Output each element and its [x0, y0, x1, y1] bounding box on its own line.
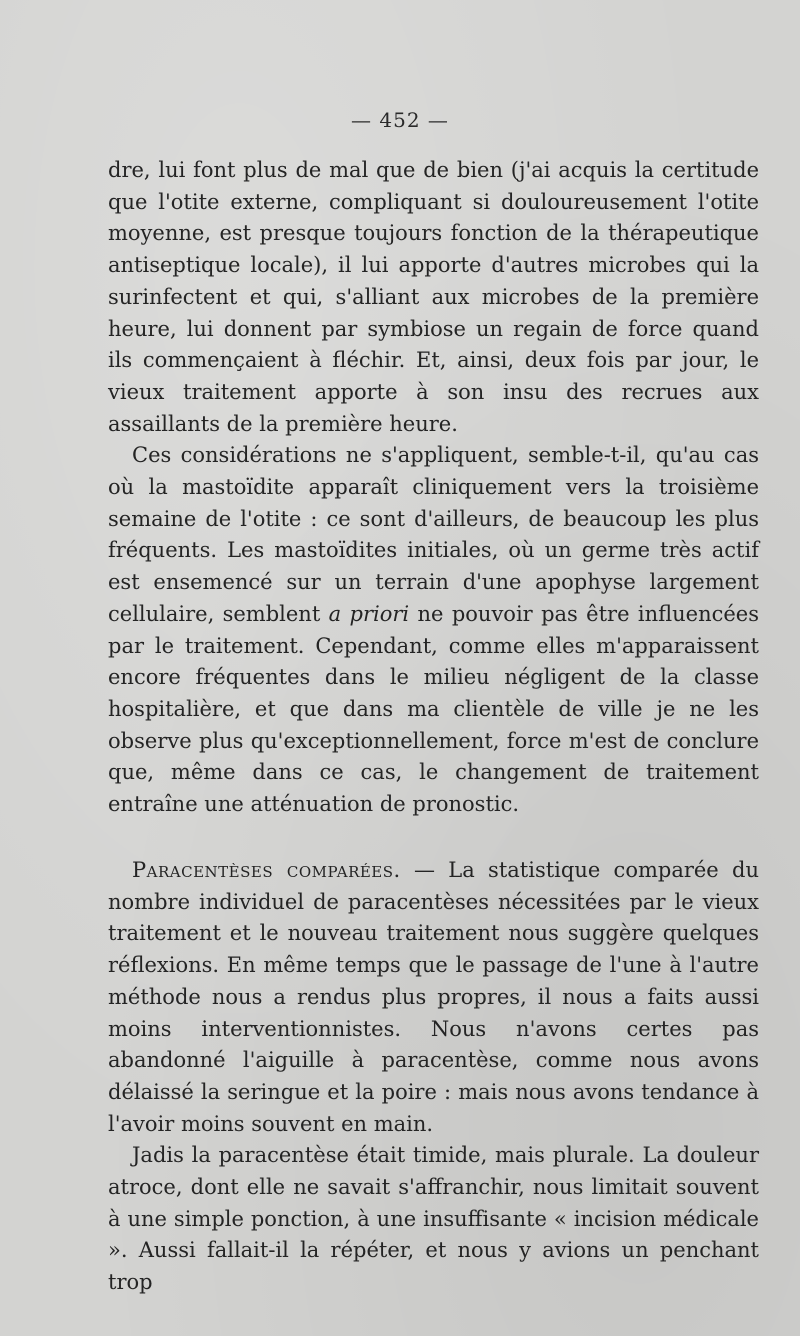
paragraph-jadis: Jadis la paracentèse était timide, mais plurale. La douleur atroce, dont elle ne savait s'affranchir, nous limitait souvent à une simple ponction, à une insuffisante « incision médicale ». Aussi fallait-il la répéter, et nous y avions un penchant trop — [108, 1143, 759, 1295]
italic-a-priori: a priori — [328, 601, 410, 626]
paragraph-mastoiditis-before: Ces considérations ne s'appliquent, semble-t-il, qu'au cas où la mastoïdite apparaît cliniquement vers la troisième semaine de l'otite : ce sont d'ailleurs, de beaucoup les plus fréquents. Les mastoïdites initiales, où un germe très actif est ensemencé sur un terrain d'une apophyse largement cellulaire, semblent — [108, 443, 759, 626]
paragraph-mastoiditis-after: ne pouvoir pas être influencées par le traitement. Cependant, comme elles m'apparaissent encore fréquentes dans le milieu négligent de la classe hospitalière, et que dans ma clientèle de ville je ne les observe plus qu'exceptionnellement, force m'est de conclure que, même dans ce cas, le changement de traitement entraîne une atténuation de pronostic. — [108, 601, 759, 817]
section-heading-paracenteses: Paracentèses comparées. — [132, 858, 401, 882]
page-number: — 452 — — [351, 108, 449, 132]
text-block-upper — [108, 155, 759, 821]
paragraph-mastoiditis — [108, 440, 759, 820]
text-block-lower — [108, 855, 759, 1299]
paragraph-paracenteses-text: — La statistique comparée du nombre individuel de paracentèses nécessitées par le vieux traitement et le nouveau traitement nous suggère quelques réflexions. En même temps que le passage de l'une à l'autre méthode nous a rendus plus propres, il nous a faits aussi moins interventionnistes. Nous n'avons certes pas abandonné l'aiguille à paracentèse, comme nous avons délaissé la seringue et la poire : mais nous avons tendance à l'avoir moins souvent en main. — [108, 858, 759, 1136]
paragraph-continuation: dre, lui font plus de mal que de bien (j'ai acquis la certitude que l'otite externe, compliquant si douloureusement l'otite moyenne, est presque toujours fonction de la thérapeutique antiseptique locale), il lui apporte d'autres microbes qui la surinfectent et qui, s'alliant aux microbes de la première heure, lui donnent par symbiose un regain de force quand ils commençaient à fléchir. Et, ainsi, deux fois par jour, le vieux traitement apporte à son insu des recrues aux assaillants de la première heure. — [108, 158, 759, 436]
paragraph-paracenteses — [108, 855, 759, 1140]
